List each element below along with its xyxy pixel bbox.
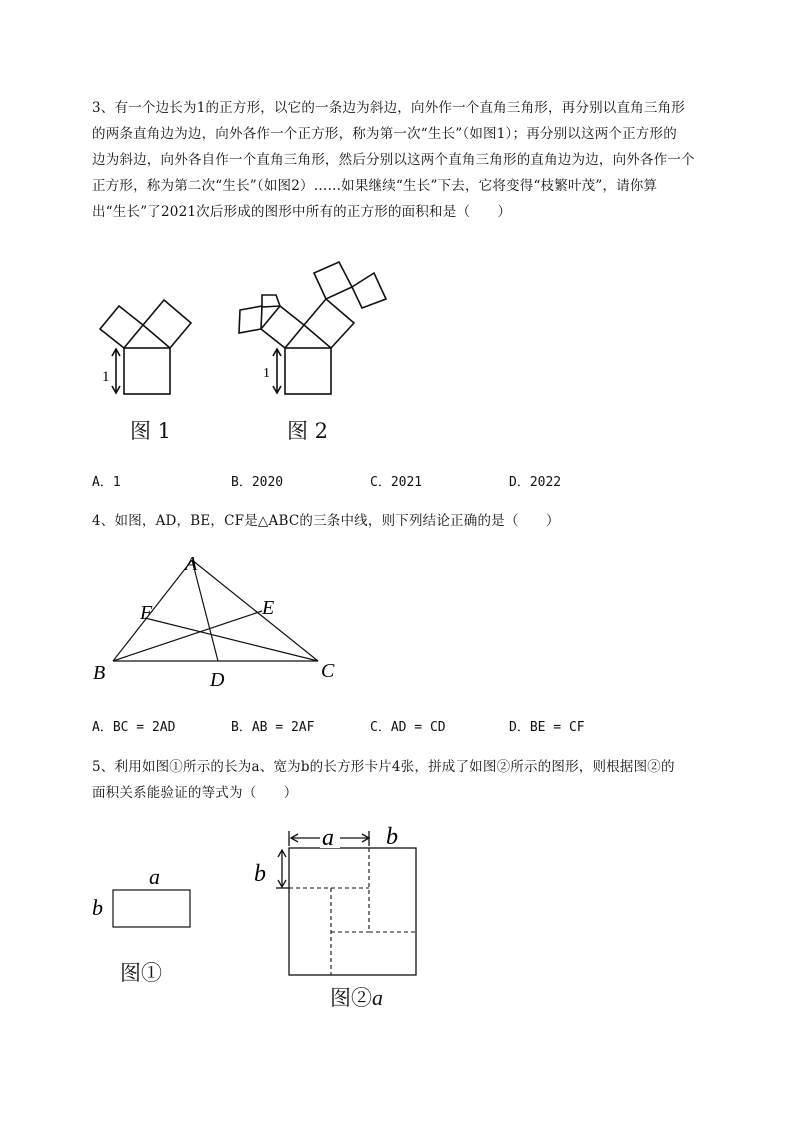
q4-option-c[interactable]: C．AD = CD [370,720,446,735]
fig2-right-sq-a [314,262,352,299]
q5-line-1: 5、利用如图①所示的长为a、宽为b的长方形卡片4张，拼成了如图②所示的图形，则根据图②的 [92,759,675,775]
q4-option-a[interactable]: A．BC = 2AD [92,720,176,735]
q4-triangle-figure [85,548,355,693]
fig1-base-square [124,348,170,394]
fig2-top-a-label: a [322,825,334,851]
median-ad [192,560,218,661]
fig1-right-square [143,300,191,348]
q5-figure-1 [88,860,208,940]
fig2-base-square [285,348,331,394]
question-3-text [92,95,742,225]
q5-line-2: 面积关系能验证的等式为（ ） [92,785,298,801]
q3-line-3: 边为斜边，向外各自作一个直角三角形，然后分别以这两个直角三角形的直角边为边，向外各作一个 [92,152,695,168]
q3-line-5: 出“生长”了2021次后形成的图形中所有的正方形的面积和是（ ） [92,204,512,220]
question-5-text [92,754,742,806]
q3-figure-2 [239,262,386,394]
q5-fig1-caption: 图① [120,961,162,985]
label-b: B [93,662,106,684]
fig1-left-square [100,306,143,348]
q3-option-c[interactable]: C．2021 [370,475,423,490]
q5-fig2-caption [330,982,383,1012]
label-f: F [140,602,153,624]
q3-option-d[interactable]: D．2022 [509,475,562,490]
fig2-caption-text: 图② [330,986,372,1010]
fig2-top-b-label: b [386,824,398,850]
fig1-side-label: b [92,895,103,920]
fig2-left-square [261,306,304,348]
fig2-side-b-label: b [254,861,266,887]
question-4-text [92,508,742,534]
side-ab [113,560,192,661]
fig2-bottom-a-label: a [372,985,383,1010]
q4-option-b[interactable]: B．AB = 2AF [231,720,315,735]
q3-option-a[interactable]: A．1 [92,475,121,490]
q3-line-2: 的两条直角边为边，向外各作一个正方形，称为第一次“生长”（如图1）；再分别以这两个正方形的 [92,126,677,142]
label-e: E [262,597,275,619]
label-d: D [210,669,225,691]
q4-option-d[interactable]: D．BE = CF [509,720,585,735]
median-be [113,611,262,661]
fig2-outer-square [289,848,416,975]
fig1-rectangle [113,890,190,927]
fig1-side-label: 1 [102,369,110,385]
fig2-right-square [304,299,354,348]
q4-line-1: 4、如图，AD，BE，CF是△ABC的三条中线，则下列结论正确的是（ ） [92,513,560,529]
q3-line-4: 正方形，称为第二次“生长”（如图2）……如果继续“生长”下去，它将变得“枝繁叶茂”，请你算 [92,178,658,194]
fig1-top-label: a [149,864,160,889]
fig2-left-small-a [239,306,262,333]
q3-fig1-caption: 图 1 [130,419,172,443]
q3-option-b[interactable]: B．2020 [231,475,284,490]
label-a: A [185,553,198,575]
q3-fig2-caption: 图 2 [287,419,329,443]
fig2-side-label: 1 [263,366,270,381]
fig2-left-small-b [262,295,280,307]
q3-line-1: 3、有一个边长为1的正方形，以它的一条边为斜边，向外作一个直角三角形，再分别以直角三角形 [92,100,685,116]
label-c: C [321,660,335,682]
q3-figure-1 [100,300,191,394]
fig2-right-sq-b [352,273,386,308]
